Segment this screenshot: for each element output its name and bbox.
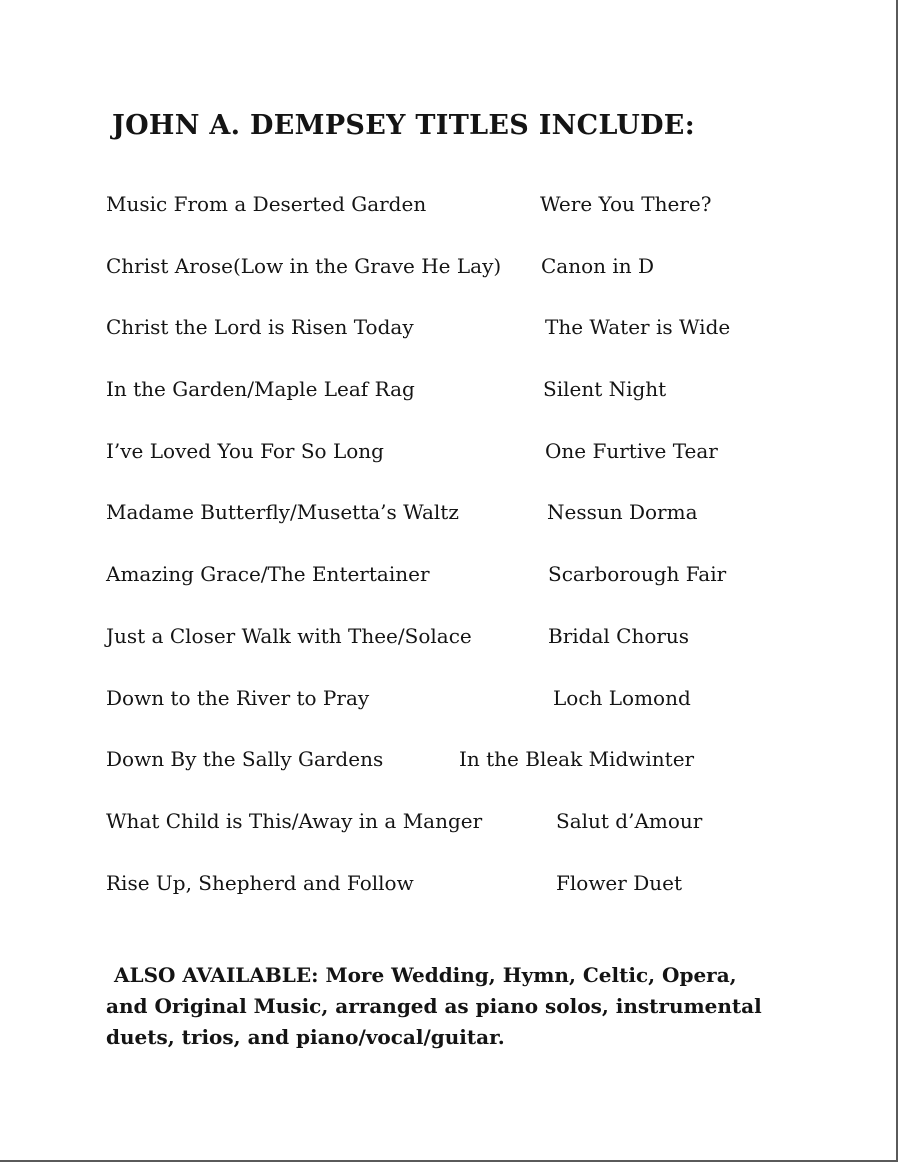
title-left-3: Christ the Lord is Risen Today — [106, 315, 414, 339]
title-left-6: Madame Butterfly/Musetta’s Waltz — [106, 500, 459, 524]
title-right-8: Bridal Chorus — [548, 624, 690, 648]
title-left-8: Just a Closer Walk with Thee/Solace — [106, 624, 472, 648]
title-left-2: Christ Arose(Low in the Grave He Lay) — [106, 254, 502, 278]
also-available-note — [106, 960, 806, 1053]
title-left-7: Amazing Grace/The Entertainer — [106, 562, 430, 586]
page-title: JOHN A. DEMPSEY TITLES INCLUDE: — [112, 110, 695, 141]
title-right-6: Nessun Dorma — [547, 500, 698, 524]
title-right-4: Silent Night — [543, 377, 667, 401]
title-left-11: What Child is This/Away in a Manger — [106, 809, 483, 833]
title-right-12: Flower Duet — [556, 871, 682, 895]
title-right-9: Loch Lomond — [553, 686, 691, 710]
title-left-9: Down to the River to Pray — [106, 686, 370, 710]
title-right-3: The Water is Wide — [545, 315, 731, 339]
title-left-12: Rise Up, Shepherd and Follow — [106, 871, 414, 895]
title-right-7: Scarborough Fair — [548, 562, 727, 586]
title-right-11: Salut d’Amour — [556, 809, 703, 833]
also-available-line-3: duets, trios, and piano/vocal/guitar. — [106, 1025, 505, 1049]
title-left-10: Down By the Sally Gardens — [106, 747, 384, 771]
title-right-1: Were You There? — [540, 192, 712, 216]
title-right-2: Canon in D — [541, 254, 655, 278]
also-available-line-1: ALSO AVAILABLE: More Wedding, Hymn, Celtic, Opera, — [114, 963, 737, 987]
title-left-1: Music From a Deserted Garden — [106, 192, 427, 216]
also-available-line-2: and Original Music, arranged as piano solos, instrumental — [106, 994, 762, 1018]
title-left-5: I’ve Loved You For So Long — [106, 439, 384, 463]
title-right-5: One Furtive Tear — [545, 439, 718, 463]
title-right-10: In the Bleak Midwinter — [459, 747, 695, 771]
title-left-4: In the Garden/Maple Leaf Rag — [106, 377, 415, 401]
